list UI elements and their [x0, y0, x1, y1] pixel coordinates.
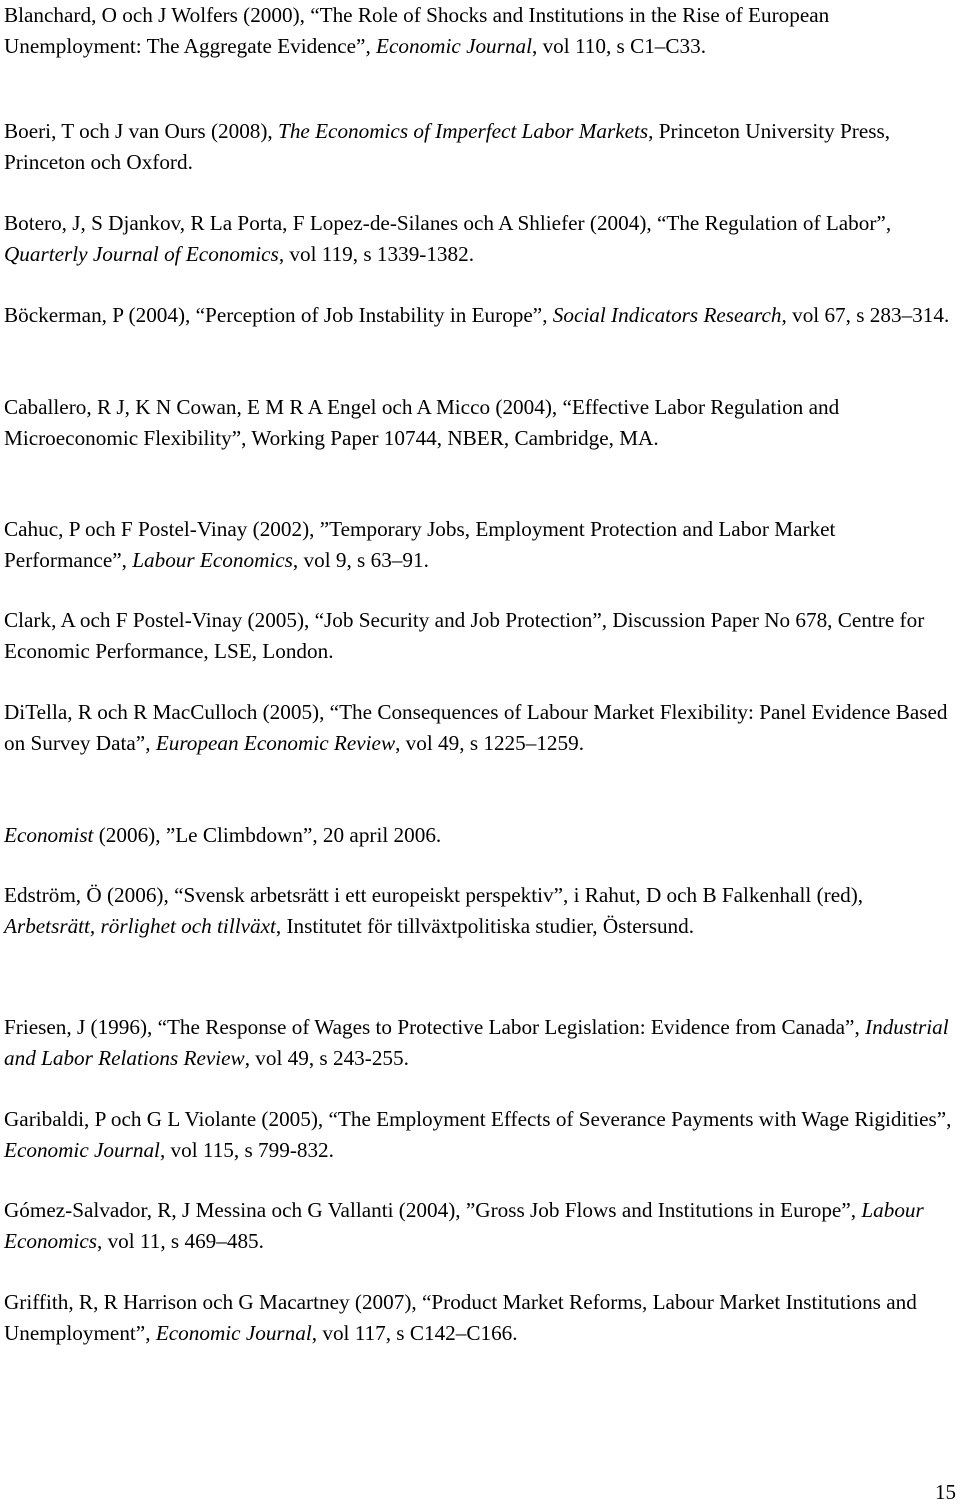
reference-title-italic: Economic Journal — [4, 1137, 160, 1162]
reference-title-italic: Labour Economics — [4, 1198, 924, 1253]
reference-text: Griffith, R, R Harrison och G Macartney (2007), “Product Market Reforms, Labour Market Institutions and Unemployment”, — [4, 1290, 917, 1345]
reference-text: , vol 49, s 1225–1259. — [395, 730, 585, 755]
reference-text: , vol 117, s C142–C166. — [311, 1320, 518, 1345]
reference-entry — [4, 208, 956, 269]
reference-title-italic: Economic Journal — [376, 33, 532, 58]
reference-title-italic: Industrial and Labor Relations Review — [4, 1015, 949, 1070]
reference-entry — [4, 697, 956, 758]
reference-title-italic: European Economic Review — [155, 730, 396, 755]
reference-title-italic: Social Indicators Research — [552, 303, 782, 327]
page-number: 15 — [935, 1480, 956, 1504]
reference-text: Böckerman, P (2004), “Perception of Job Instability in Europe”, — [4, 303, 553, 327]
reference-text: , vol 9, s 63–91. — [292, 547, 429, 572]
reference-entry — [4, 1287, 956, 1348]
reference-title-italic: Labour Economics — [132, 547, 293, 572]
reference-text: , Institutet för tillväxtpolitiska studier, Östersund. — [275, 913, 695, 938]
reference-text: (2006), ”Le Climbdown”, 20 april 2006. — [93, 823, 442, 847]
reference-text: Cahuc, P och F Postel-Vinay (2002), ”Temporary Jobs, Employment Protection and Labor Market Performance”, — [4, 517, 836, 572]
reference-text: Botero, J, S Djankov, R La Porta, F Lopez-de-Silanes och A Shliefer (2004), “The Regulation of Labor”, — [4, 211, 892, 235]
reference-text: DiTella, R och R MacCulloch (2005), “The Consequences of Labour Market Flexibility: Panel Evidence Based on Survey Data”, — [4, 700, 948, 755]
reference-text: Boeri, T och J van Ours (2008), — [4, 119, 279, 143]
reference-entry — [4, 880, 956, 941]
reference-entry — [4, 1104, 956, 1165]
reference-title-italic: The Economics of Imperfect Labor Markets — [278, 119, 649, 143]
reference-text: Garibaldi, P och G L Violante (2005), “The Employment Effects of Severance Payments with Wage Rigidities”, — [4, 1107, 952, 1131]
reference-text: , Princeton University Press, Princeton och Oxford. — [4, 119, 891, 174]
reference-text: Edström, Ö (2006), “Svensk arbetsrätt i ett europeiskt perspektiv”, i Rahut, D och B Falkenhall (red), — [4, 883, 864, 907]
reference-text: , vol 115, s 799-832. — [159, 1137, 334, 1162]
reference-title-italic: Economist — [4, 823, 94, 847]
reference-text: Blanchard, O och J Wolfers (2000), “The Role of Shocks and Institutions in the Rise of European Unemployment: The Aggregate Evidence”, — [4, 3, 830, 58]
reference-entry — [4, 300, 956, 331]
reference-entry — [4, 1195, 956, 1256]
reference-entry — [4, 605, 956, 666]
reference-text: Caballero, R J, K N Cowan, E M R A Engel och A Micco (2004), “Effective Labor Regulation and Microeconomic Flexibility”, Working Paper 10744, NBER, Cambridge, MA. — [4, 395, 840, 450]
reference-title-italic: Arbetsrätt, rörlighet och tillväxt — [4, 913, 276, 938]
reference-title-italic: Economic Journal — [155, 1320, 312, 1345]
reference-entry — [4, 1012, 956, 1073]
reference-text: , vol 67, s 283–314. — [781, 303, 950, 327]
reference-entry — [4, 116, 956, 177]
reference-entry — [4, 392, 956, 453]
reference-entry — [4, 0, 956, 61]
reference-text: Friesen, J (1996), “The Response of Wages to Protective Labor Legislation: Evidence from Canada”, — [4, 1015, 866, 1039]
reference-text: Gómez-Salvador, R, J Messina och G Vallanti (2004), ”Gross Job Flows and Institutions in Europe”, — [4, 1198, 862, 1222]
reference-text: , vol 11, s 469–485. — [96, 1228, 264, 1253]
reference-entry — [4, 820, 956, 851]
reference-entry — [4, 514, 956, 575]
reference-text: Clark, A och F Postel-Vinay (2005), “Job Security and Job Protection”, Discussion Paper No 678, Centre for Economic Performance, LSE, London. — [4, 608, 925, 663]
reference-text: , vol 119, s 1339-1382. — [278, 241, 475, 266]
reference-text: , vol 49, s 243-255. — [244, 1045, 409, 1070]
reference-title-italic: Quarterly Journal of Economics — [4, 241, 279, 266]
reference-text: , vol 110, s C1–C33. — [531, 33, 707, 58]
